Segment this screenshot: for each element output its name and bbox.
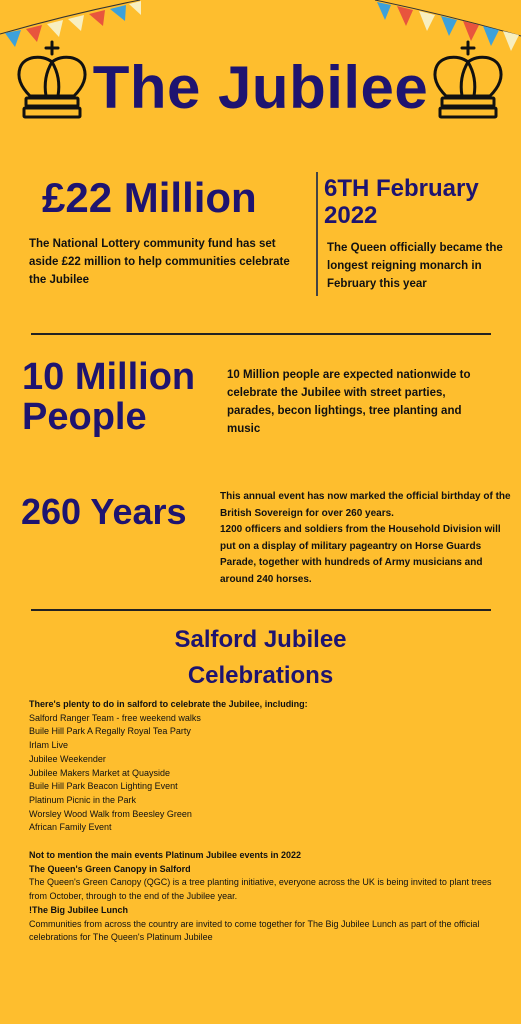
list-item: Irlam Live — [29, 740, 69, 751]
lunch-heading: !The Big Jubilee Lunch — [29, 904, 129, 915]
stat-people-line1: 10 Million — [22, 356, 196, 398]
stat-years-figure: 260 Years — [21, 491, 187, 532]
stat-lottery-text: The National Lottery community fund has set aside £22 million to help communities celebrate the Jubilee — [29, 238, 290, 286]
list-item: Jubilee Makers Market at Quayside — [29, 767, 171, 778]
stat-years-text-line1: This annual event has now marked the official birthday of the British Sovereign for over 260 years. — [220, 491, 511, 519]
salford-title-line2: Celebrations — [187, 662, 334, 689]
salford-intro: There's plenty to do in salford to celebrate the Jubilee, including: — [29, 699, 308, 709]
stat-date-figure — [324, 175, 479, 229]
stat-people-text: 10 Million people are expected nationwide to celebrate the Jubilee with street parties, parades, becon lightings, tree planting and music — [227, 369, 471, 435]
list-item: Worsley Wood Walk from Beesley Green — [29, 808, 192, 819]
salford-title-line1: Salford Jubilee — [174, 626, 347, 653]
section-divider — [31, 609, 491, 611]
stat-people-figure — [22, 357, 195, 437]
canopy-text: The Queen's Green Canopy (QGC) is a tree planting initiative, everyone across the UK is being invited to plant trees from October, through to the end of the Jubilee year. — [29, 877, 492, 902]
stat-people-line2: People — [22, 396, 147, 438]
page-title: The Jubilee — [92, 54, 429, 121]
salford-title — [0, 622, 521, 694]
list-item: African Family Event — [29, 822, 112, 833]
stat-date-text: The Queen officially became the longest reigning monarch in February this year — [327, 242, 503, 290]
salford-events — [29, 698, 509, 835]
list-item: Salford Ranger Team - free weekend walks — [29, 712, 201, 723]
stat-years-text — [220, 489, 516, 588]
list-item: Platinum Picnic in the Park — [29, 794, 137, 805]
list-item: Buile Hill Park A Regally Royal Tea Party — [29, 726, 191, 737]
stat-date-line2: 2022 — [324, 202, 378, 229]
section-divider — [31, 333, 491, 335]
vertical-divider — [316, 172, 318, 296]
canopy-heading: The Queen's Green Canopy in Salford — [29, 863, 191, 874]
lunch-text: Communities from across the country are invited to come together for The Big Jubilee Lunch as part of the official celebrations for The Queen's Platinum Jubilee — [29, 918, 480, 943]
list-item: Buile Hill Park Beacon Lighting Event — [29, 781, 178, 792]
stat-years-text-line2: 1200 officers and soldiers from the Household Division will put on a display of military pageantry on Horse Guards Parade, together with hundreds of Army musicians and around 240 horses. — [220, 524, 501, 585]
main-events — [29, 849, 499, 945]
main-events-heading: Not to mention the main events Platinum Jubilee events in 2022 — [29, 850, 302, 860]
stat-date-line1: 6TH February — [324, 175, 479, 202]
list-item: Jubilee Weekender — [29, 753, 106, 764]
stat-lottery-figure: £22 Million — [42, 174, 257, 221]
